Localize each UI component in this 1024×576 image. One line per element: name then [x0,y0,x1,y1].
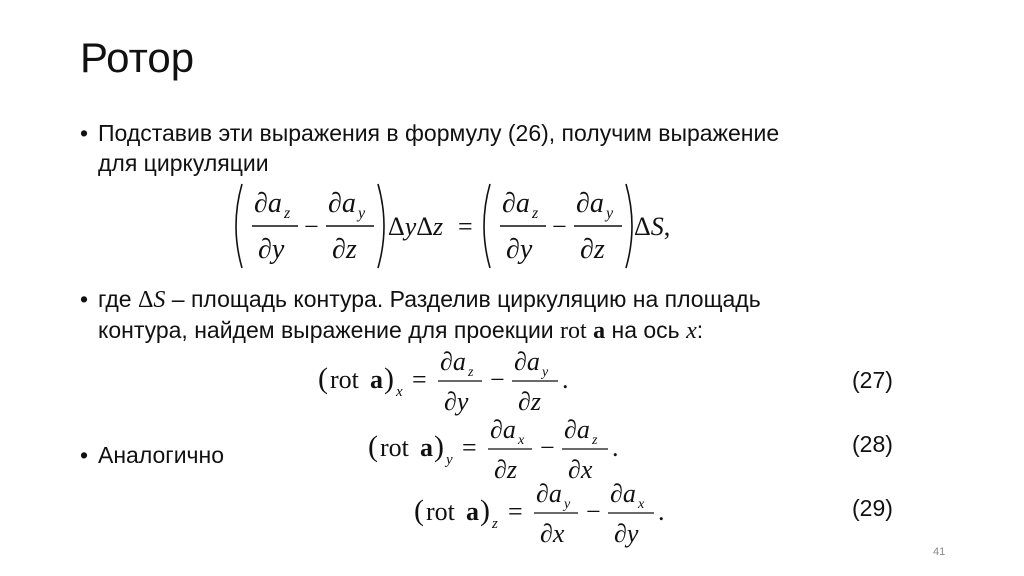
svg-text:∂x: ∂x [568,455,593,484]
svg-text:(: ( [368,430,378,463]
svg-text:z: z [284,205,291,222]
svg-text:=: = [462,433,477,462]
svg-text:−: − [586,497,601,526]
svg-text:ΔS,: ΔS, [634,212,671,241]
svg-text:(: ( [318,362,328,395]
rot-z-formula [414,476,694,550]
svg-text:−: − [490,365,505,394]
svg-text:rot: rot [426,497,455,526]
slide-title: Ротор [80,34,195,81]
svg-text:−: − [552,212,567,241]
svg-text:z: z [492,516,498,532]
circulation-formula [228,180,688,272]
svg-text:y: y [542,365,549,380]
svg-text:a: a [420,433,433,462]
svg-text:∂a: ∂a [610,479,636,508]
svg-text:z: z [532,205,539,222]
svg-text:∂a: ∂a [254,188,282,219]
svg-text:∂x: ∂x [540,519,565,548]
svg-text:∂z: ∂z [494,455,517,484]
rot-x-formula [318,344,598,418]
rot-y-formula [368,412,648,486]
svg-text:∂z: ∂z [518,387,541,416]
svg-text:a: a [370,365,383,394]
svg-text:y: y [446,452,453,468]
big-paren-left [484,184,490,268]
svg-text:=: = [458,212,473,241]
svg-text:z: z [592,433,598,448]
bullet-marker: • [80,120,89,146]
svg-text:∂a: ∂a [502,188,530,219]
svg-text:(: ( [414,494,424,527]
svg-text:z: z [468,365,474,380]
big-paren-left [236,184,242,268]
svg-text:.: . [562,365,569,394]
equation-number-29: (29) [852,495,893,521]
svg-text:): ) [434,430,444,463]
svg-text:rot: rot [380,433,409,462]
svg-text:y: y [564,497,571,512]
svg-text:∂a: ∂a [536,479,562,508]
svg-text:=: = [412,365,427,394]
svg-text:.: . [658,497,665,526]
svg-text:∂a: ∂a [440,347,466,376]
svg-text:y: y [358,205,366,222]
svg-text:rot: rot [330,365,359,394]
svg-text:x: x [396,384,403,400]
svg-text:∂a: ∂a [576,188,604,219]
svg-text:.: . [612,433,619,462]
svg-text:∂y: ∂y [506,234,533,265]
svg-text:∂a: ∂a [490,415,516,444]
svg-text:): ) [480,494,490,527]
svg-text:∂a: ∂a [514,347,540,376]
svg-text:=: = [508,497,523,526]
page-number: 41 [933,546,946,558]
svg-text:): ) [384,362,394,395]
bullet-line-2: для циркуляции [98,150,269,176]
svg-text:a: a [466,497,479,526]
svg-text:x: x [518,433,525,448]
svg-text:∂a: ∂a [564,415,590,444]
bullet-analogous [80,440,224,470]
bullet-line-2: контура, найдем выражение для проекции rot a на ось x: [98,317,704,344]
svg-text:∂z: ∂z [332,234,357,265]
big-paren-right [626,184,632,268]
equation-number-28: (28) [852,431,893,457]
svg-text:x: x [638,497,645,512]
svg-text:−: − [540,433,555,462]
big-paren-right [378,184,384,268]
bullet-marker: • [80,286,89,312]
bullet-rotor-projection [80,284,761,346]
svg-text:∂a: ∂a [328,188,356,219]
svg-text:∂y: ∂y [258,234,285,265]
svg-text:∂y: ∂y [614,519,639,548]
svg-text:−: − [304,212,319,241]
svg-text:∂y: ∂y [444,387,469,416]
bullet-line-1: где ΔS – площадь контура. Разделив циркуляцию на площадь [98,286,761,313]
bullet-marker: • [80,442,89,468]
bullet-text: Аналогично [98,442,225,468]
bullet-line-1: Подставив эти выражения в формулу (26), получим выражение [98,120,780,146]
svg-text:ΔyΔz: ΔyΔz [388,212,444,241]
bullet-substitution [80,118,779,178]
equation-number-27: (27) [852,367,893,393]
svg-text:y: y [606,205,614,222]
svg-text:∂z: ∂z [580,234,605,265]
